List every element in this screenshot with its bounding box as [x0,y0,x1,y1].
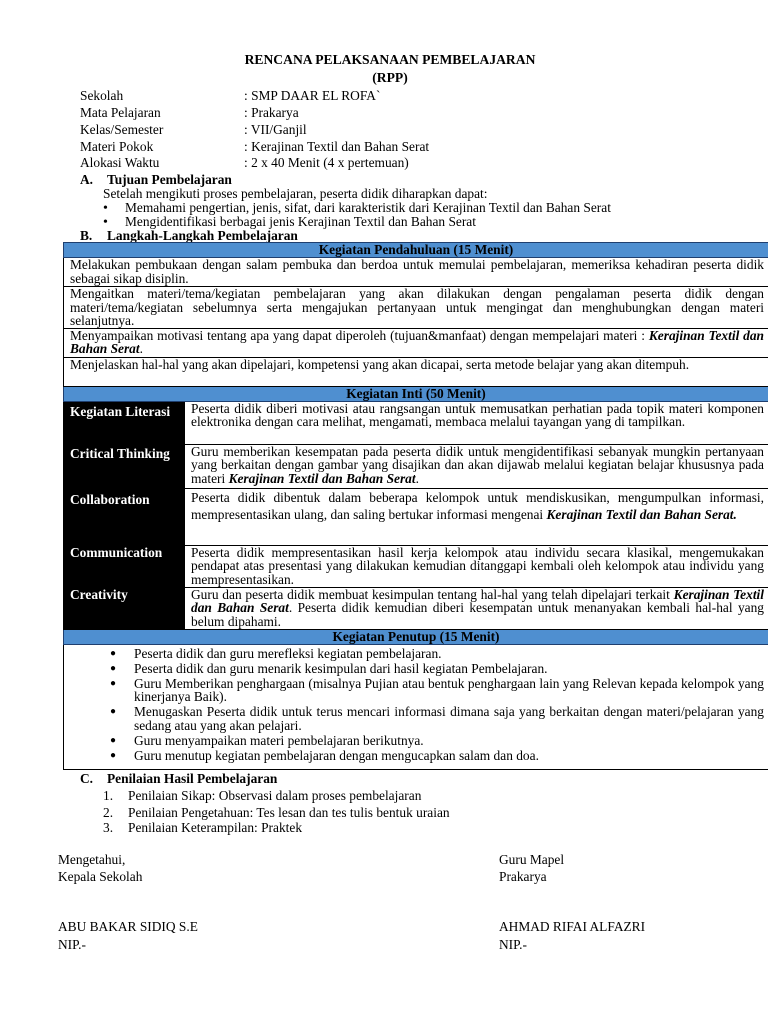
inti-cell [185,401,768,444]
section-number: B. [80,228,93,243]
inti-label-critical: Critical Thinking [64,444,185,488]
table-row [64,357,768,386]
pendahuluan-header: Kegiatan Pendahuluan (15 Menit) [64,243,768,258]
lesson-steps-table [63,242,768,770]
inti-header: Kegiatan Inti (50 Menit) [64,386,768,401]
info-row-alokasi [80,155,409,171]
assessment-item [103,805,450,820]
bullet-text: Memahami pengertian, jenis, sifat, dari karakteristik dari Kerajinan Textil dan Bahan Serat [125,200,611,215]
inti-cell [185,587,768,629]
pendahuluan-cell [64,328,768,357]
signature-right-name: AHMAD RIFAI ALFAZRI [499,919,646,934]
assessment-item [103,788,421,803]
signature-right-line2: Prakarya [499,869,547,884]
info-value: : SMP DAAR EL ROFA` [244,88,381,103]
table-header-row [64,629,768,644]
inti-label-literasi: Kegiatan Literasi [64,401,185,444]
info-key: Kelas/Semester [80,122,164,137]
section-title: Tujuan Pembelajaran [107,172,232,187]
inti-cell [185,444,768,488]
pendahuluan-cell: Mengaitkan materi/tema/kegiatan pembelajaran yang akan dilakukan dengan pengalaman peserta didik dengan materi/tema/kegiatan sebelumnya serta mengajukan pertanyaan untuk mengingat dan menghubungkan dengan materi selanjutnya. [64,287,768,329]
inti-label-creativity: Creativity [64,587,185,629]
table-row [64,258,768,287]
item-number: 1. [103,788,114,803]
list-item: ● Peserta didik dan guru menarik kesimpulan dari hasil kegiatan Pembelajaran. [134,662,764,676]
cell-tail: . [415,470,419,486]
document-title: RENCANA PELAKSANAAN PEMBELAJARAN [244,52,536,67]
bullet-icon: • [103,215,108,230]
info-key: Materi Pokok [80,139,154,154]
signature-right-nip: NIP.- [499,937,527,952]
section-number: A. [80,172,94,187]
signature-left-name: ABU BAKAR SIDIQ S.E [58,919,198,934]
penutup-header: Kegiatan Penutup (15 Menit) [64,629,768,644]
inti-cell [185,545,768,587]
penutup-list [70,647,764,763]
item-text: Penilaian Keterampilan: Praktek [128,820,303,835]
cell-text: Guru memberikan kesempatan pada peserta didik untuk mengidentifikasi sebanyak mungkin pertanyaan yang berkaitan dengan gambar yang disajikan dan akan dijawab melalui kegiatan belajar khususnya pada materi [191,443,764,486]
table-row [64,444,768,488]
inti-cell [185,488,768,545]
cell-tail: . Peserta didik kemudian diberi kesempatan untuk menanyakan kembali hal-hal yang belum dipahami. [191,600,764,629]
bullet-icon: • [103,201,108,216]
info-key: Sekolah [80,88,124,103]
info-value: : 2 x 40 Menit (4 x pertemuan) [244,155,409,170]
info-key: Mata Pelajaran [80,105,161,120]
table-header-row [64,386,768,401]
item-text: Penilaian Pengetahuan: Tes lesan dan tes tulis bentuk uraian [128,805,450,820]
info-row-materi [80,139,429,155]
list-item: ● Guru Memberikan penghargaan (misalnya Pujian atau bentuk penghargaan lain yang Relevan kepada kelompok yang kinerjanya Baik). [134,677,764,704]
table-row [64,328,768,357]
cell-text: Menyampaikan motivasi tentang apa yang dapat diperoleh (tujuan&manfaat) dengan mempelajari materi : [70,327,645,343]
signature-left-nip: NIP.- [58,937,86,952]
signature-left-line1: Mengetahui, [58,852,126,867]
section-a-intro: Setelah mengikuti proses pembelajaran, peserta didik diharapkan dapat: [103,186,488,201]
table-row [64,401,768,444]
document-subtitle: (RPP) [372,70,408,85]
inti-label-communication: Communication [64,545,185,587]
info-key: Alokasi Waktu [80,155,160,170]
cell-emphasis: Kerajinan Textil dan Bahan Serat. [546,506,737,522]
bullet-text: Mengidentifikasi berbagai jenis Kerajinan Textil dan Bahan Serat [125,214,476,229]
cell-tail: . [139,341,143,356]
item-text: Penilaian Sikap: Observasi dalam proses pembelajaran [128,788,422,803]
info-row-kelas [80,122,307,138]
table-row [64,287,768,329]
pendahuluan-cell: Melakukan pembukaan dengan salam pembuka dan berdoa untuk memulai pembelajaran, memeriksa kehadiran peserta didik sebagai sikap disiplin. [64,258,768,287]
cell-text: Peserta didik dibentuk dalam beberapa kelompok untuk mendiskusikan, mengumpulkan informasi, mempresentasikan ulang, dan saling bertukar informasi mengenai [191,489,764,522]
table-row [64,488,768,545]
inti-label-collaboration: Collaboration [64,488,185,545]
cell-emphasis: Kerajinan Textil dan Bahan Serat [228,470,416,486]
table-row [64,587,768,629]
pendahuluan-cell: Menjelaskan hal-hal yang akan dipelajari, kompetensi yang akan dicapai, serta metode belajar yang akan ditempuh. [64,357,768,386]
cell-emphasis: Kerajinan Textil dan Bahan Serat [191,586,764,615]
info-value: : VII/Ganjil [244,122,307,137]
table-row [64,545,768,587]
section-number: C. [80,771,94,786]
cell-text: Peserta didik diberi motivasi atau rangsangan untuk memusatkan perhatian pada topik materi komponen elektronika dengan cara melihat, mengamati, membaca melalui tayangan yang di tampilkan. [191,400,764,429]
section-title: Penilaian Hasil Pembelajaran [107,771,278,786]
table-row [64,644,768,769]
list-item: ● Peserta didik dan guru merefleksi kegiatan pembelajaran. [134,647,764,661]
info-value: : Prakarya [244,105,299,120]
cell-text: Peserta didik mempresentasikan hasil kerja kelompok atau individu secara klasikal, mengemukakan pendapat atas presentasi yang dilakukan kemudian ditanggapi kembali oleh kelompok atau individu yang mempresentasikan. [191,544,764,587]
section-title: Langkah-Langkah Pembelajaran [107,228,298,243]
info-value: : Kerajinan Textil dan Bahan Serat [244,139,430,154]
signature-left-line2: Kepala Sekolah [58,869,143,884]
cell-text: Guru dan peserta didik membuat kesimpulan tentang hal-hal yang telah dipelajari terkait [191,586,670,602]
penutup-cell [64,644,768,769]
info-row-mapel [80,105,299,121]
cell-emphasis: Kerajinan Textil dan Bahan Serat [70,327,764,356]
table-header-row [64,243,768,258]
item-number: 3. [103,820,114,835]
section-c-heading [80,771,277,787]
list-item: ● Guru menyampaikan materi pembelajaran berikutnya. [134,734,764,748]
signature-right-line1: Guru Mapel [499,852,565,867]
list-item: ● Menugaskan Peserta didik untuk terus mencari informasi dimana saja yang berkaitan dengan materi/pelajaran yang sedang atau yang akan pelajari. [134,705,764,732]
info-row-sekolah [80,88,380,104]
assessment-item [103,820,302,835]
list-item: ● Guru menutup kegiatan pembelajaran dengan mengucapkan salam dan doa. [134,749,764,763]
item-number: 2. [103,805,114,820]
